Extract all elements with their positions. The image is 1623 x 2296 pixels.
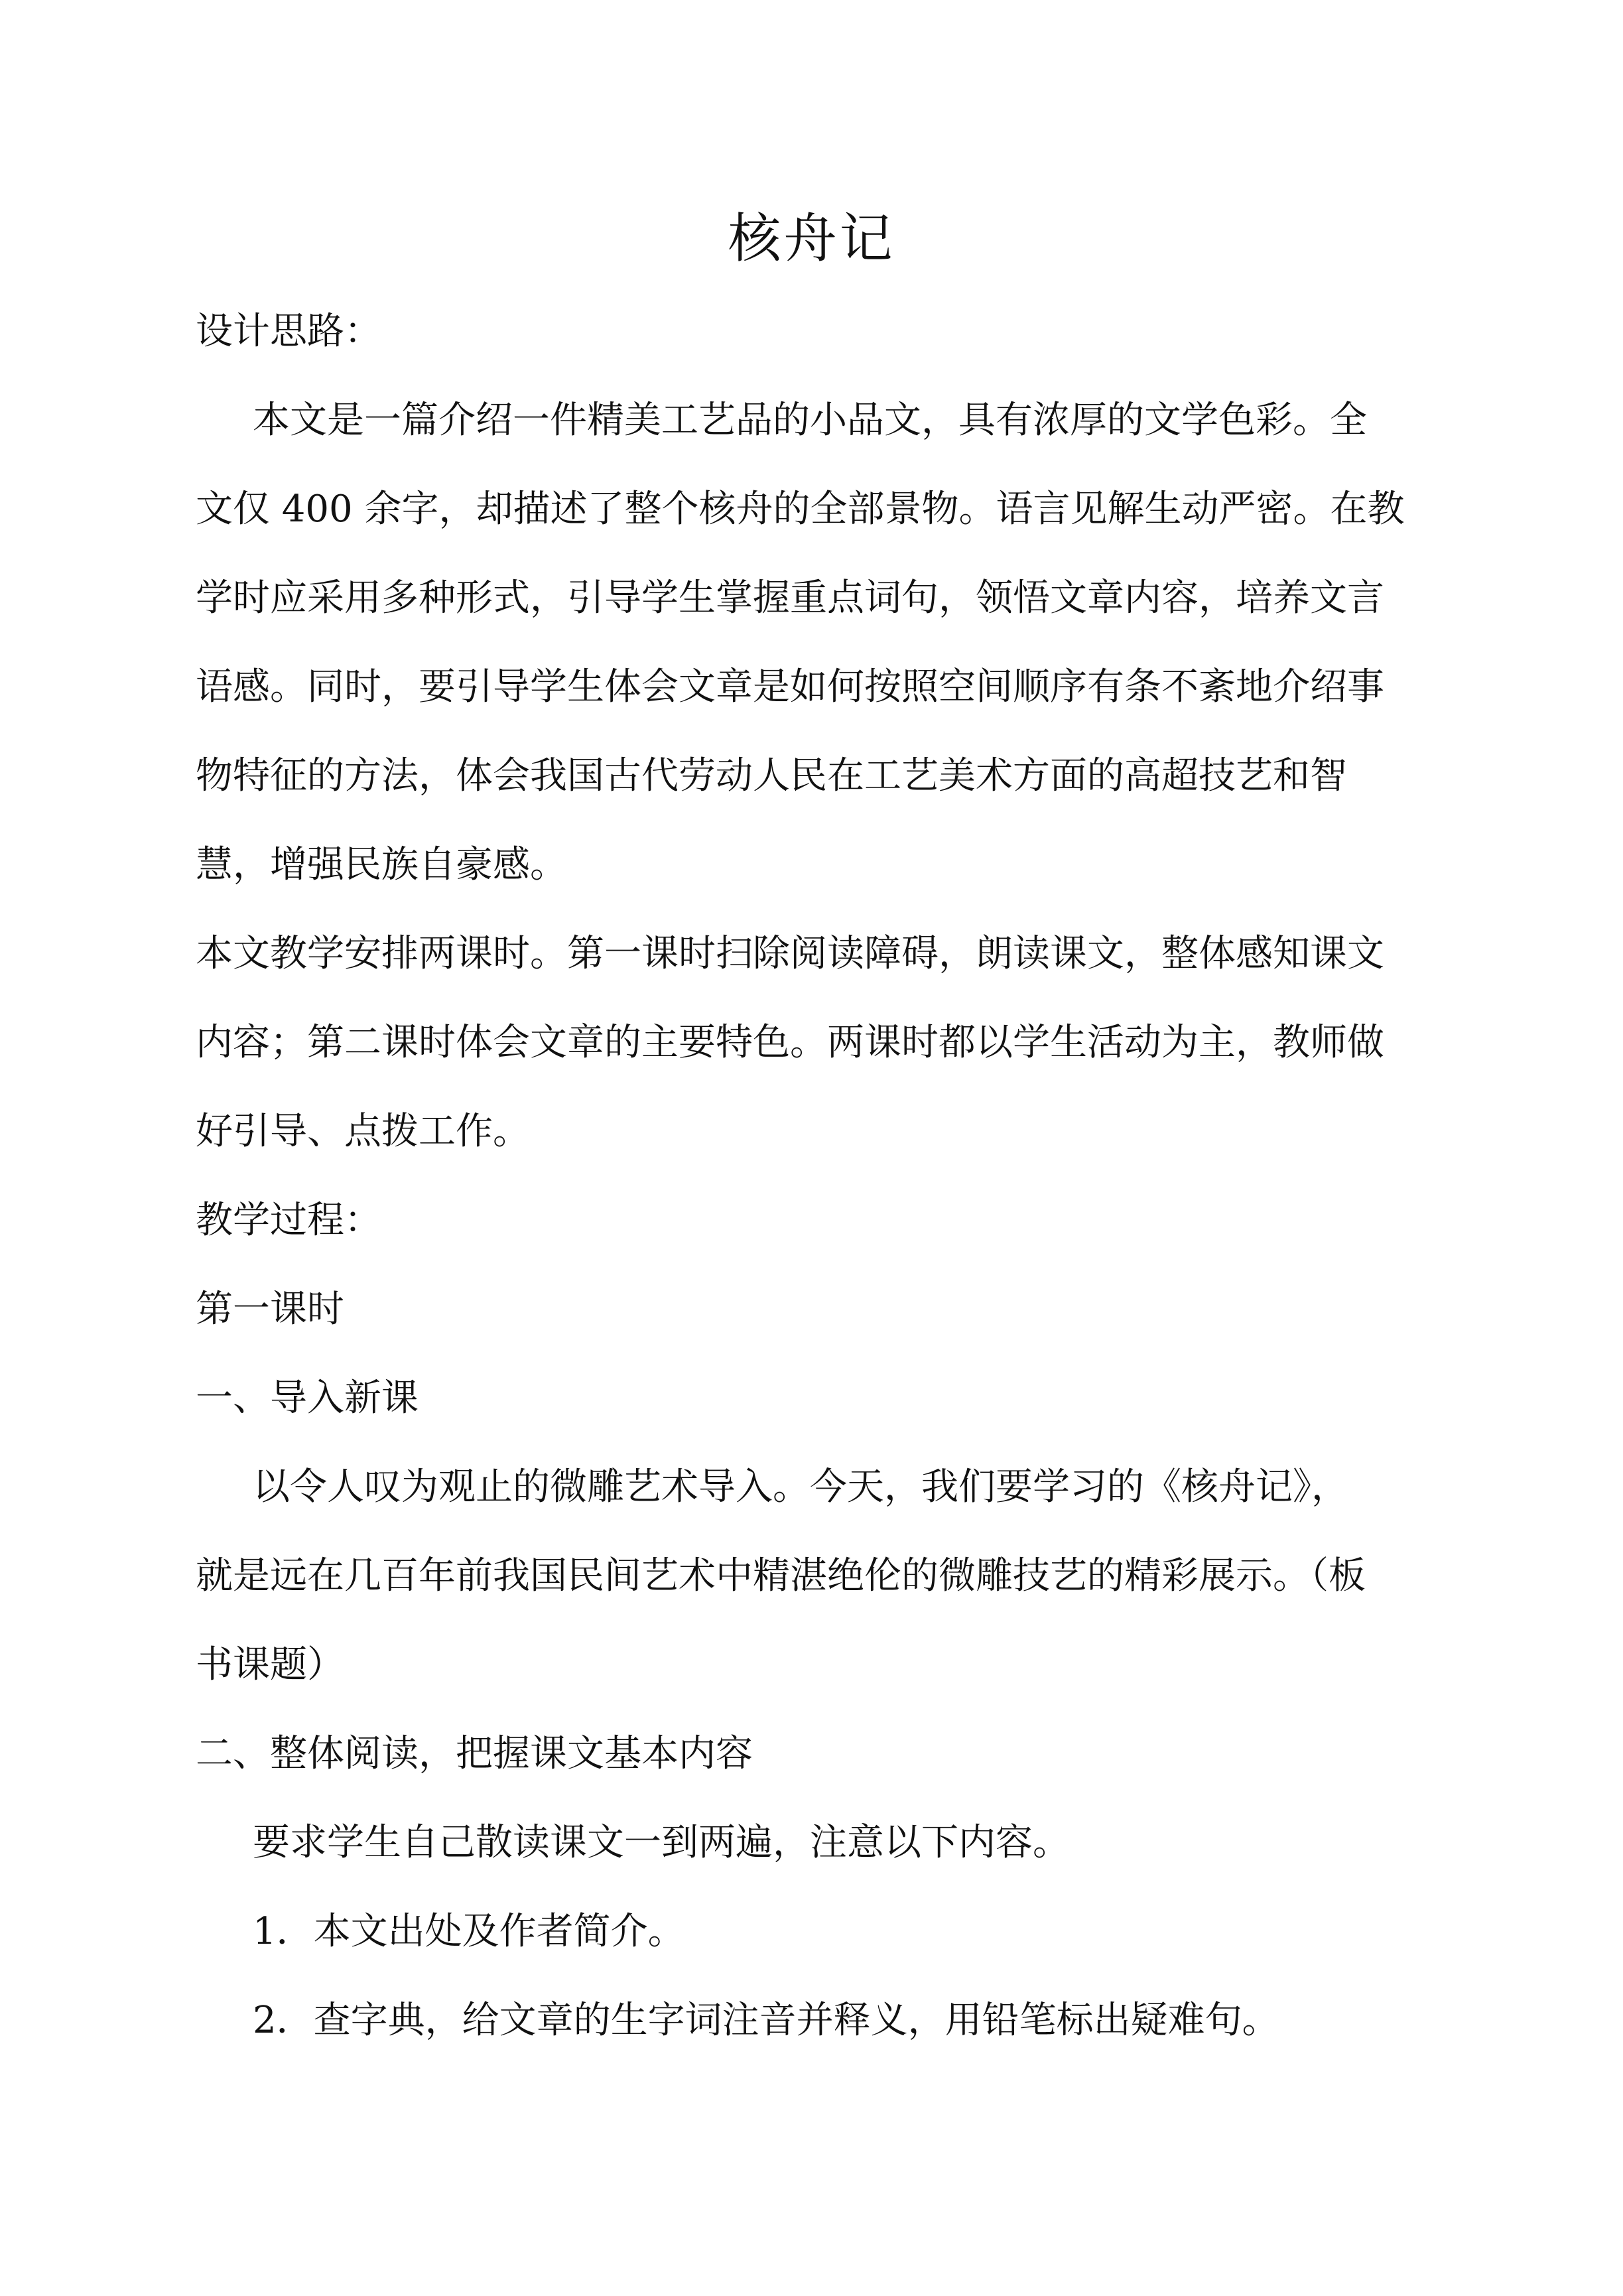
heading-section-one: 一、导入新课 xyxy=(196,1377,419,1420)
paragraph-line: 书课题） xyxy=(196,1643,344,1686)
paragraph-line: 物特征的方法，体会我国古代劳动人民在工艺美术方面的高超技艺和智 xyxy=(196,754,1347,797)
paragraph-line: 本文教学安排两课时。第一课时扫除阅读障碍，朗读课文，整体感知课文 xyxy=(196,932,1384,975)
paragraph-line: 语感。同时，要引导学生体会文章是如何按照空间顺序有条不紊地介绍事 xyxy=(196,665,1384,709)
paragraph-line: 慧，增强民族自豪感。 xyxy=(196,843,567,886)
document-title: 核舟记 xyxy=(728,208,895,269)
list-item: 1．本文出处及作者简介。 xyxy=(253,1910,685,1953)
paragraph-line: 以令人叹为观止的微雕艺术导入。今天，我们要学习的《核舟记》， xyxy=(253,1465,1348,1509)
paragraph-line: 本文是一篇介绍一件精美工艺品的小品文，具有浓厚的文学色彩。全 xyxy=(253,399,1367,442)
paragraph-line: 要求学生自己散读课文一到两遍，注意以下内容。 xyxy=(253,1821,1070,1864)
paragraph-line: 好引导、点拨工作。 xyxy=(196,1110,530,1153)
heading-section-two: 二、整体阅读，把握课文基本内容 xyxy=(196,1732,753,1775)
list-item: 2．查字典，给文章的生字词注音并释义，用铅笔标出疑难句。 xyxy=(253,1999,1279,2042)
paragraph-line: 文仅 400 余字，却描述了整个核舟的全部景物。语言见解生动严密。在教 xyxy=(196,488,1405,531)
paragraph-line: 就是远在几百年前我国民间艺术中精湛绝伦的微雕技艺的精彩展示。（板 xyxy=(196,1554,1366,1597)
paragraph-line: 内容；第二课时体会文章的主要特色。两课时都以学生活动为主，教师做 xyxy=(196,1021,1384,1064)
heading-design-idea: 设计思路： xyxy=(196,310,381,353)
heading-first-lesson: 第一课时 xyxy=(196,1288,344,1331)
heading-teaching-process: 教学过程： xyxy=(196,1199,381,1242)
paragraph-line: 学时应采用多种形式，引导学生掌握重点词句，领悟文章内容，培养文言 xyxy=(196,576,1384,620)
